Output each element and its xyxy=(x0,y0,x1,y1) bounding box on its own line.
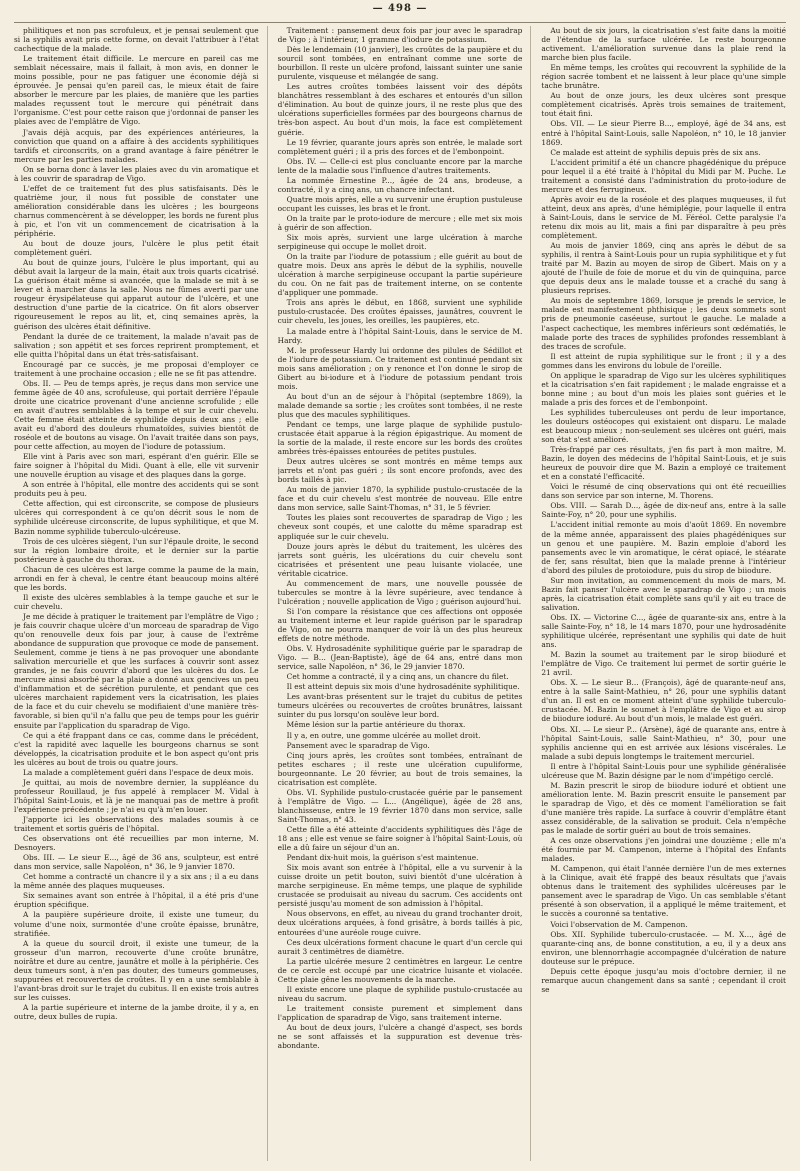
paragraph: Si l'on compare la résistance que ces affections ont opposée au traitement interne et leur rapide guérison par le sparadrap de Vigo, on ne pourra manquer de voir là un des plus heureux effets de notre méthode. xyxy=(277,606,523,644)
paragraph: Obs. III. — Le sieur E..., âgé de 36 ans, sculpteur, est entré dans mon service, salle Napoléon, n° 36, le 9 janvier 1870. xyxy=(14,853,259,872)
paragraph: Ces observations ont été recueillies par mon interne, M. Desnoyers. xyxy=(14,834,259,853)
paragraph: Six mois avant son entrée à l'hôpital, elle a vu survenir à la cuisse droite un petit bouton, suivi bientôt d'une ulcération à marche serpigineuse. En même temps, une plaque de syphilide crustacée se produisait au niveau du sacrum. Ces accidents ont persisté jusqu'au moment de son admission à l'hôpital. xyxy=(277,863,523,909)
paragraph: Sur mon invitation, au commencement du mois de mars, M. Bazin fait panser l'ulcère avec le sparadrap de Vigo ; un mois après, la cicatrisation était complète sans qu'il y ait eu trace de salivation. xyxy=(541,575,787,612)
paragraph: Pendant dix-huit mois, la guérison s'est maintenue. xyxy=(286,853,479,863)
paragraph: Il est atteint depuis six mois d'une hydrosadénite syphilitique. xyxy=(286,682,520,692)
paragraph: Ce malade est atteint de syphilis depuis près de six ans. xyxy=(550,147,761,157)
paragraph: Ce qui a été frappant dans ce cas, comme dans le précédent, c'est la rapidité avec laquelle les bourgeons charnus se sont développés, la cicatrisation produite et le bon aspect qu'ont pris les ulcères au bout de trois ou quatre jours. xyxy=(14,730,259,767)
paragraph: Au mois de janvier 1870, la syphilide pustulo-crustacée de la face et du cuir chevelu s'est montrée de nouveau. Elle entre dans mon service, salle Saint-Thomas, n° 31, le 5 février. xyxy=(277,485,523,513)
paragraph: Obs. IX. — Victorine C..., âgée de quarante-six ans, entre à la salle Sainte-Foy, n° 18, le 14 mars 1870, pour une hydrosadénite syphilitique ulcérée, représentant une syphilis qui date de huit ans. xyxy=(541,612,787,650)
paragraph: J'apporte ici les observations des malades soumis à ce traitement et sortis guéris de l'hôpital. xyxy=(14,814,259,834)
paragraph: Au bout de douze jours, l'ulcère le plus petit était complètement guéri. xyxy=(14,239,259,258)
paragraph: Chacun de ces ulcères est large comme la paume de la main, arrondi en fer à cheval, le centre étant beaucoup moins altéré que les bords. xyxy=(14,564,259,592)
paragraph: M. le professeur Hardy lui ordonne des pilules de Sédillot et de l'iodure de potassium. Ce traitement est continué pendant six mois sans amélioration ; on y renonce et l'on donne le sirop de Gibert au bi-iodure et à l'iodure de potassium pendant trois mois. xyxy=(277,345,523,391)
paragraph: Il entre à l'hôpital Saint-Louis pour une syphilide généralisée ulcéreuse que M. Bazin désigne par le nom d'impétigo cerclé. xyxy=(541,761,787,780)
column-right xyxy=(541,26,786,1161)
paragraph: Obs. VIII. — Sarah D..., âgée de dix-neuf ans, entre à la salle Sainte-Foy, n° 20, pour une syphilis. xyxy=(541,501,787,520)
paragraph: Très-frappé par ces résultats, j'en fis part à mon maître, M. Bazin, le doyen des médecins de l'hôpital Saint-Louis, et je suis heureux de pouvoir dire que M. Bazin a employé ce traitement et en a constaté l'efficacité. xyxy=(541,445,787,482)
paragraph: M. Bazin prescrit le sirop de biiodure ioduré et obtient une amélioration lente. M. Bazin prescrit ensuite le pansement par le sparadrap de Vigo, et dès ce moment l'amélioration se fait d'une manière très rapide. La surface à couvrir d'emplâtre étant assez considérable, de la salivation se produit. Cela n'empêche pas le malade de sortir guéri au bout de trois semaines. xyxy=(541,780,787,836)
paragraph: Au mois de janvier 1869, cinq ans après le début de sa syphilis, il rentra à Saint-Louis pour un rupia syphilitique et y fut traité par M. Bazin au moyen de sirop de Gibert. Mais on y a ajouté de l'huile de foie de morue et du vin de quinquina, parce que depuis deux ans le malade tousse et a craché du sang à plusieurs reprises. xyxy=(541,241,787,296)
paragraph: A la queue du sourcil droit, il existe une tumeur, de la grosseur d'un marron, recouverte d'une croûte brunâtre, noirâtre et dure au centre, jaunâtre et molle à la périphérie. Ces deux tumeurs sont, à n'en pas douter, des tumeurs gommeuses, suppurées et recouvertes de croûtes. Il y en a une semblable à l'avant-bras droit sur le trajet du cubitus. Il en existe trois autres sur les cuisses. xyxy=(14,938,259,1002)
paragraph: Il existe des ulcères semblables à la tempe gauche et sur le cuir chevelu. xyxy=(14,592,259,611)
paragraph: Pendant ce temps, une large plaque de syphilide pustulo-crustacée était apparue à la région épigastrique. Au moment de la sortie de la malade, il reste encore sur les bords des croûtes ambrées très-épaisses entourées de petites pustules. xyxy=(277,419,523,457)
paragraph: Voici le résumé de cinq observations qui ont été recueillies dans son service par son interne, M. Thorens. xyxy=(541,482,787,501)
paragraph: A son entrée à l'hôpital, elle montre des accidents qui se sont produits peu à peu. xyxy=(14,480,259,499)
paragraph: Je quittai, au mois de novembre dernier, la suppléance du professeur Rouillaud, je fus appelé à remplacer M. Vidal à l'hôpital Saint-Louis, et là je ne manquai pas de mettre à profit l'expérience précédente ; je n'ai eu qu'à m'en louer. xyxy=(14,777,259,814)
paragraph: Obs. XI. — Le sieur P... (Arsène), âgé de quarante ans, entre à l'hôpital Saint-Louis, salle Saint-Mathieu, n° 30, pour une syphilis ancienne qui en est arrivée aux lésions viscérales. Le malade a subi depuis longtemps le traitement mercuriel. xyxy=(541,724,787,761)
paragraph: Obs. IV. — Celle-ci est plus concluante encore par la marche lente de la maladie sous l'influence d'autres traitements. xyxy=(277,156,523,175)
paragraph: L'accident initial remonte au mois d'août 1869. En novembre de la même année, apparaissent des plaies phagédéniques sur un genou et une paupière. M. Bazin emploie d'abord les pansements avec le vin aromatique, le cérat opiacé, le stéarate de fer, sans résultat, bien que la malade prenne à l'intérieur d'abord des pilules de protoiodure, puis du sirop de biiodure. xyxy=(541,520,787,575)
paragraph: Deux autres ulcères se sont montrés en même temps aux jarrets et n'ont pas guéri ; ils sont encore profonds, avec des bords taillés à pic. xyxy=(277,457,523,485)
page-header xyxy=(14,0,786,23)
paragraph: Au mois de septembre 1869, lorsque je prends le service, le malade est manifestement phthisique ; les deux sommets sont pris de pneumonie caséeuse, surtout le gauche. Le malade a l'aspect cachectique, les membres inférieurs sont œdématiés, le malade porte des traces de syphilides profondes ressemblant à des traces de scrofule. xyxy=(541,296,787,351)
paragraph: Au bout de six jours, la cicatrisation s'est faite dans la moitié de l'étendue de la surface ulcérée. Le reste bourgeonne activement. L'amélioration survenue dans la plaie rend la marche bien plus facile. xyxy=(541,26,787,63)
page-number: — 498 — xyxy=(372,3,428,14)
paragraph: La partie ulcérée mesure 2 centimètres en largeur. Le centre de ce cercle est occupé par une cicatrice luisante et violacée. Cette plaie gêne les mouvements de la marche. xyxy=(277,956,523,984)
paragraph: Obs. II. — Peu de temps après, je reçus dans mon service une femme âgée de 40 ans, scrofuleuse, qui portait derrière l'épaule droite une cicatrice provenant d'une ancienne scrofulide ; elle en avait d'autres semblables à la tempe et sur le cuir chevelu. Cette femme était atteinte de syphilide depuis deux ans ; elle avait eu d'abord des douleurs rhumatoïdes, suivies bientôt de roséole et de boutons au visage. On l'avait traitée dans son pays, pour cette affection, au moyen de l'iodure de potassium. xyxy=(14,378,259,452)
paragraph: Depuis cette époque jusqu'au mois d'octobre dernier, il ne remarque aucun changement dans sa santé ; cependant il croit se xyxy=(541,966,787,994)
paragraph: Cette affection, qui est circonscrite, se compose de plusieurs ulcères qui correspondent à ce qu'on décrit sous le nom de syphilide ulcéreuse circonscrite, de lupus syphilitique, et que M. Bazin nomme syphilide tuberculo-ulcéreuse. xyxy=(14,499,259,536)
column-left xyxy=(14,26,268,1161)
paragraph: Cet homme a contracté, il y a cinq ans, un chancre du filet. xyxy=(286,672,509,682)
paragraph: Cinq jours après, les croûtes sont tombées, entraînant de petites eschares ; il reste une ulcération cupuliforme, bourgeonnante. Le 20 février, au bout de trois semaines, la cicatrisation est complète. xyxy=(277,750,523,787)
paragraph: Obs. VII. — Le sieur Pierre B..., employé, âgé de 34 ans, est entré à l'hôpital Saint-Louis, salle Napoléon, n° 10, le 18 janvier 1869. xyxy=(541,119,787,147)
paragraph: Je me décide à pratiquer le traitement par l'emplâtre de Vigo ; je fais couvrir chaque ulcère d'un morceau de sparadrap de Vigo qu'on renouvelle deux fois par jour, à cause de l'extrême abondance de suppuration que provoque ce mode de pansement. Seulement, comme je tiens à ne pas provoquer une abondante salivation mercurielle et que les surfaces à couvrir sont assez grandes, je ne fais couvrir d'abord que les ulcères du dos. Le mercure ainsi absorbé par la plaie a donné aux gencives un peu d'inflammation et de sécrétion purulente, et pendant que ces ulcères marchaient rapidement vers la cicatrisation, les plaies de la face et du cuir chevelu se modifiaient d'une manière très-favorable, si bien qu'il n'a fallu que peu de temps pour les guérir ensuite par l'application du sparadrap de Vigo. xyxy=(14,611,259,730)
paragraph: Les avant-bras présentent sur le trajet du cubitus de petites tumeurs ulcérées ou recouvertes de croûtes brunâtres, laissant suinter du pus lorsqu'on soulève leur bord. xyxy=(277,692,523,720)
paragraph: Même lésion sur la partie antérieure du thorax. xyxy=(286,720,466,730)
paragraph: Cet homme a contracté un chancre il y a six ans ; il a eu dans la même année des plaques muqueuses. xyxy=(14,872,259,891)
paragraph: Trois de ces ulcères siègent, l'un sur l'épaule droite, le second sur la région lombaire droite, et le dernier sur la partie postérieure à gauche du thorax. xyxy=(14,536,259,564)
paragraph: Pansement avec le sparadrap de Vigo. xyxy=(286,740,430,750)
paragraph: Nous observons, en effet, au niveau du grand trochanter droit, deux ulcérations arquées, à fond grisâtre, à bords taillés à pic, entourées d'une auréole rouge cuivre. xyxy=(277,909,523,937)
paragraph: Obs. V. Hydrosadénite syphilitique guérie par le sparadrap de Vigo. — B... (Jean-Baptiste), âgé de 64 ans, entré dans mon service, salle Napoléon, n° 36, le 29 janvier 1870. xyxy=(277,644,523,672)
paragraph: L'effet de ce traitement fut des plus satisfaisants. Dès le quatrième jour, il nous fut possible de constater une amélioration considérable dans les ulcères ; les bourgeons charnus commencèrent à se développer, les bords ne furent plus à pic, et l'on vit un commencement de cicatrisation à la périphérie. xyxy=(14,183,259,239)
paragraph: philitiques et non pas scrofuleux, et je pensai seulement que si la syphilis avait pris cette forme, on devait l'attribuer à l'état cachectique de la malade. xyxy=(14,26,259,54)
paragraph: Trois ans après le début, en 1868, survient une syphilide pustulo-crustacée. Des croûtes épaisses, jaunâtres, couvrent le cuir chevelu, les joues, les oreilles, les paupières, etc. xyxy=(277,298,523,326)
paragraph: A la partie supérieure et interne de la jambe droite, il y a, en outre, deux bulles de rupia. xyxy=(14,1002,259,1021)
paragraph: J'avais déjà acquis, par des expériences antérieures, la conviction que quand on a affaire à des accidents syphilitiques tardifs et circonscrits, on a grand avantage à faire pénétrer le mercure par les parties malades. xyxy=(14,127,259,164)
paragraph: Cette fille a été atteinte d'accidents syphilitiques dès l'âge de 18 ans ; elle est venue se faire soigner à l'hôpital Saint-Louis, où elle a dû faire un séjour d'un an. xyxy=(277,824,523,853)
paragraph: Le traitement consiste purement et simplement dans l'application de sparadrap de Vigo, sans traitement interne. xyxy=(277,1003,523,1022)
paragraph: Il est atteint de rupia syphilitique sur le front ; il y a des gommes dans les environs du lobule de l'oreille. xyxy=(541,351,787,370)
column-middle xyxy=(278,26,532,1161)
paragraph: Au commencement de mars, une nouvelle poussée de tubercules se montre à la lèvre supérieure, avec tendance à l'ulcération ; nouvelle application de Vigo ; guérison aujourd'hui. xyxy=(277,578,523,606)
paragraph: On se borna donc à laver les plaies avec du vin aromatique et à les couvrir de sparadrap de Vigo. xyxy=(14,164,259,183)
paragraph: Après avoir eu de la roséole et des plaques muqueuses, il fut atteint, deux ans après, d'une hémiplégie, pour laquelle il entra à Saint-Louis, dans le service de M. Féréol. Cette paralysie l'a retenu dix mois au lit, mais a fini par disparaître à peu près complètement. xyxy=(541,194,787,241)
paragraph: Obs. VI. Syphilide pustulo-crustacée guérie par le pansement à l'emplâtre de Vigo. — L... (Angélique), âgée de 28 ans, blanchisseuse, entre le 19 février 1870 dans mon service, salle Saint-Thomas, n° 43. xyxy=(277,787,523,824)
paragraph: Dès le lendemain (10 janvier), les croûtes de la paupière et du sourcil sont tombées, en entraînant comme une sorte de bourbillon. Il reste un ulcère profond, laissant suinter une sanie purulente, visqueuse et mélangée de sang. xyxy=(277,45,523,82)
paragraph: Il y a, en outre, une gomme ulcérée au mollet droit. xyxy=(286,730,481,740)
paragraph: Ces deux ulcérations forment chacune le quart d'un cercle qui aurait 3 centimètres de diamètre. xyxy=(277,937,523,956)
paragraph: Au bout de deux jours, l'ulcère a changé d'aspect, ses bords ne se sont affaissés et la suppuration est devenue très-abondante. xyxy=(277,1022,523,1051)
paragraph: Les autres croûtes tombées laissent voir des dépôts blanchâtres ressemblant à des eschares et entourés d'un sillon d'élimination. Au bout de quinze jours, il ne reste plus que des ulcérations superficielles formées par des bourgeons charnus de très-bon aspect. Au bout d'un mois, la face est complètement guérie. xyxy=(277,82,523,137)
paragraph: La malade entre à l'hôpital Saint-Louis, dans le service de M. Hardy. xyxy=(277,326,523,345)
paragraph: Douze jours après le début du traitement, les ulcères des jarrets sont guéris, les ulcérations du cuir chevelu sont cicatrisées et présentent une peau luisante violacée, une véritable cicatrice. xyxy=(277,541,523,578)
paragraph: Au bout de onze jours, les deux ulcères sont presque complètement cicatrisés. Après trois semaines de traitement, tout était fini. xyxy=(541,91,787,119)
paragraph: En même temps, les croûtes qui recouvrent la syphilide de la région sacrée tombent et ne laissent à leur place qu'une simple tache brunâtre. xyxy=(541,63,787,91)
paragraph: On la traite par le proto-iodure de mercure ; elle met six mois à guérir de son affection. xyxy=(277,213,523,232)
paragraph: Six mois après, survient une large ulcération à marche serpigineuse qui occupe le mollet droit. xyxy=(277,233,523,252)
paragraph: Le traitement était difficile. Le mercure en pareil cas me semblait nécessaire, mais il fallait, à mon avis, en donner le moins possible, pour ne pas fatiguer une économie déjà si éprouvée. Je pensai qu'en pareil cas, le mieux était de faire absorber le mercure par les plaies, de manière que les parties malades reçussent tout le mercure qui pénétrait dans l'organisme. C'est pour cette raison que j'ordonnai de panser les plaies avec de l'emplâtre de Vigo. xyxy=(14,54,259,127)
paragraph: La malade a complètement guéri dans l'espace de deux mois. xyxy=(23,767,254,777)
paragraph: M. Campenon, qui était l'année dernière l'un de mes externes à la Clinique, avait été frappé des beaux résultats que j'avais obtenus dans le traitement des syphilides ulcéreuses par le pansement avec le sparadrap de Vigo. Un cas semblable s'étant présenté à son observation, il a appliqué le même traitement, et le succès a couronné sa tentative. xyxy=(541,864,787,919)
paragraph: Pendant la durée de ce traitement, la malade n'avait pas de salivation ; son appétit et ses forces reprirent promptement, et elle quitta l'hôpital dans un état très-satisfaisant. xyxy=(14,331,259,359)
paragraph: Encouragé par ce succès, je me proposai d'employer ce traitement à une prochaine occasion ; elle ne se fit pas attendre. xyxy=(14,359,259,378)
paragraph: Six semaines avant son entrée à l'hôpital, il a été pris d'une éruption spécifique. xyxy=(14,891,259,910)
paragraph: Le 19 février, quarante jours après son entrée, le malade sort complètement guéri ; il a pris des forces et de l'embonpoint. xyxy=(277,137,523,156)
paragraph: Voici l'observation de M. Campenon. xyxy=(550,919,688,929)
paragraph: M. Bazin la soumet au traitement par le sirop biioduré et l'emplâtre de Vigo. Ce traitement lui permet de sortir guérie le 21 avril. xyxy=(541,650,787,678)
paragraph: Il existe encore une plaque de syphilide pustulo-crustacée au niveau du sacrum. xyxy=(277,984,523,1003)
paragraph: Obs. XII. Syphilide tuberculo-crustacée. — M. X..., âgé de quarante-cinq ans, de bonne constitution, a eu, il y a deux ans environ, une blennorrhagie accompagnée d'ulcération de nature douteuse sur le prépuce. xyxy=(541,929,787,966)
paragraph: Traitement : pansement deux fois par jour avec le sparadrap de Vigo ; à l'intérieur, 1 gramme d'iodure de potassium. xyxy=(277,26,523,45)
paragraph: La nommée Ernestine P..., âgée de 24 ans, brodeuse, a contracté, il y a cinq ans, un chancre infectant. xyxy=(277,175,523,194)
paragraph: Les syphilides tuberculeuses ont perdu de leur importance, les douleurs ostéocopes qui existaient ont disparu. Le malade est beaucoup mieux ; non-seulement ses ulcères ont guéri, mais son état s'est amélioré. xyxy=(541,407,787,445)
paragraph: L'accident primitif a été un chancre phagédénique du prépuce pour lequel il a été traité à l'hôpital du Midi par M. Puche. Le traitement a consisté dans l'administration du proto-iodure de mercure et des ferrugineux. xyxy=(541,157,787,194)
paragraph: Au bout d'un an de séjour à l'hôpital (septembre 1869), la malade demande sa sortie ; les croûtes sont tombées, il ne reste plus que des macules syphilitiques. xyxy=(277,391,523,419)
paragraph: Au bout de quinze jours, l'ulcère le plus important, qui au début avait la largeur de la main, était aux trois quarts cicatrisé. La guérison était même si avancée, que la malade se mit à se lever et à marcher dans la salle. Nous ne fûmes averti par une rougeur érysipélateuse qui apparut autour de l'ulcère, et une destruction d'une partie de la cicatrice. On fit alors observer rigoureusement le repos au lit, et, cinq semaines après, la guérison des ulcères était définitive. xyxy=(14,258,259,331)
paragraph: Obs. X. — Le sieur B... (François), âgé de quarante-neuf ans, entre à la salle Saint-Mathieu, n° 26, pour une syphilis datant d'un an. Il est en ce moment atteint d'une syphilide tuberculo-crustacée. M. Bazin le soumet à l'emplâtre de Vigo et au sirop de biiodure ioduré. Au bout d'un mois, le malade est guéri. xyxy=(541,678,787,724)
paragraph: On la traite par l'iodure de potassium ; elle guérit au bout de quatre mois. Deux ans après le début de la syphilis, nouvelle ulcération à marche serpigineuse occupant la partie supérieure du cou. On ne fait pas de traitement interne, on se contente d'appliquer une pommade. xyxy=(277,252,523,298)
text-columns xyxy=(14,26,786,1161)
paragraph: On applique le sparadrap de Vigo sur les ulcères syphilitiques et la cicatrisation s'en fait rapidement ; le malade engraisse et a bonne mine ; au bout d'un mois les plaies sont guéries et le malade a pris des forces et de l'embonpoint. xyxy=(541,370,787,407)
paragraph: A ces onze observations j'en joindrai une douzième ; elle m'a été fournie par M. Campenon, interne à l'hôpital des Enfants malades. xyxy=(541,836,787,864)
paragraph: Quatre mois après, elle a vu survenir une éruption pustuleuse occupant les cuisses, les bras et le front. xyxy=(277,194,523,213)
paragraph: A la paupière supérieure droite, il existe une tumeur, du volume d'une noix, surmontée d'une croûte épaisse, brunâtre, stratifiée. xyxy=(14,910,259,938)
paragraph: Elle vint à Paris avec son mari, espérant d'en guérir. Elle se faire soigner à l'hôpital du Midi. Quant à elle, elle vit survenir une nouvelle éruption au visage et des plaques dans la gorge. xyxy=(14,452,259,480)
paragraph: Toutes les plaies sont recouvertes de sparadrap de Vigo ; les cheveux sont coupés, et une calotte du même sparadrap est appliquée sur le cuir chevelu. xyxy=(277,513,523,541)
